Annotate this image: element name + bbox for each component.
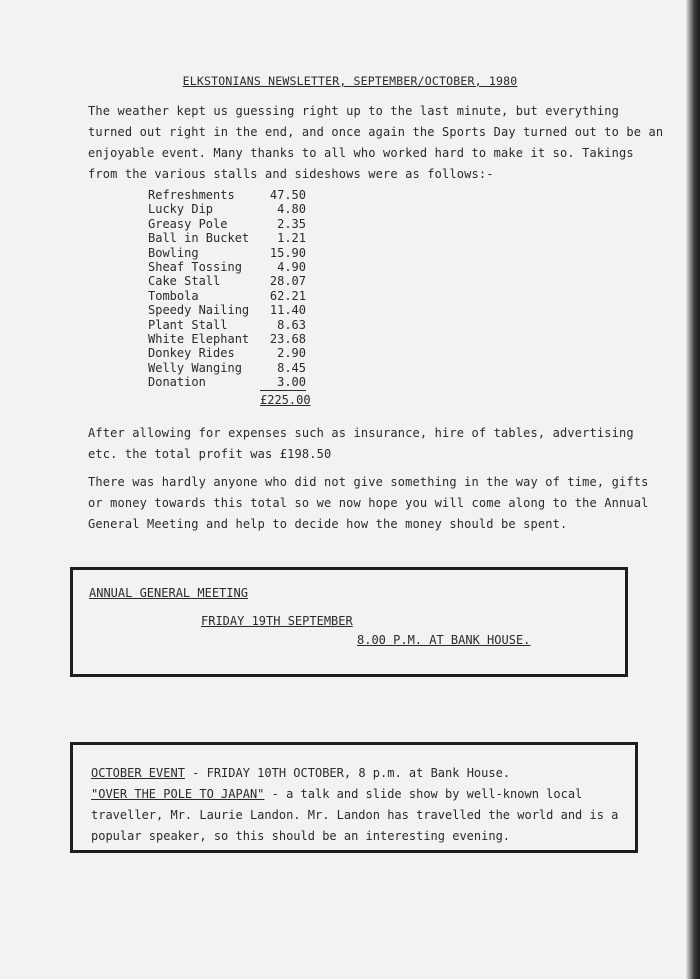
takings-item-amount: 23.68 bbox=[269, 332, 306, 347]
takings-item-name: Plant Stall bbox=[148, 317, 228, 332]
october-event-heading: OCTOBER EVENT bbox=[91, 766, 185, 780]
takings-item-name: Sheaf Tossing bbox=[148, 260, 242, 275]
october-event-box bbox=[70, 742, 638, 853]
takings-item-name: Donation bbox=[148, 375, 206, 390]
october-talk-title: "OVER THE POLE TO JAPAN" bbox=[91, 787, 265, 801]
takings-total: £225.00 bbox=[260, 392, 311, 407]
october-event-line bbox=[91, 763, 626, 784]
takings-row bbox=[148, 274, 308, 288]
takings-item-name: Welly Wanging bbox=[148, 360, 242, 375]
takings-item-amount: 2.35 bbox=[277, 216, 306, 231]
takings-item-amount: 15.90 bbox=[269, 245, 306, 260]
takings-item-amount: 8.63 bbox=[277, 317, 306, 332]
takings-item-amount: 8.45 bbox=[277, 360, 306, 375]
agm-date: FRIDAY 19TH SEPTEMBER bbox=[201, 614, 353, 628]
newsletter-title-text: ELKSTONIANS NEWSLETTER, SEPTEMBER/OCTOBER, 1980 bbox=[182, 74, 518, 88]
takings-row bbox=[148, 346, 308, 360]
takings-item-amount: 1.21 bbox=[277, 231, 306, 246]
takings-item-name: Tombola bbox=[148, 288, 199, 303]
takings-item-amount: 28.07 bbox=[269, 274, 306, 289]
intro-paragraph: The weather kept us guessing right up to the last minute, but everything turned out right in the end, and once again the Sports Day turned out to be an enjoyable event. Many thanks to all who worked hard to make it so. Takings from the various stalls and sideshows were as follows:- bbox=[88, 104, 664, 181]
agm-heading: ANNUAL GENERAL MEETING bbox=[89, 586, 248, 600]
takings-item-amount: 3.00 bbox=[260, 375, 306, 390]
takings-total-spacer bbox=[148, 393, 260, 407]
takings-row bbox=[148, 217, 308, 231]
agm-time: 8.00 P.M. AT BANK HOUSE. bbox=[357, 633, 531, 647]
takings-item-name: Donkey Rides bbox=[148, 346, 235, 361]
takings-item-amount: 4.90 bbox=[277, 260, 306, 275]
newsletter-title bbox=[0, 74, 700, 88]
takings-row bbox=[148, 260, 308, 274]
takings-row bbox=[148, 202, 308, 216]
takings-item-name: Ball in Bucket bbox=[148, 231, 250, 246]
takings-row bbox=[148, 332, 308, 346]
takings-row bbox=[148, 231, 308, 245]
takings-item-amount: 62.21 bbox=[269, 288, 306, 303]
takings-row bbox=[148, 246, 308, 260]
page-edge-shadow bbox=[686, 0, 700, 979]
october-talk-description: - a talk and slide show by well-known local traveller, Mr. Laurie Landon. Mr. Landon has travelled the world and is a popular speaker, so this should be an interesting evening. bbox=[91, 787, 619, 843]
appeal-paragraph: There was hardly anyone who did not give something in the way of time, gifts or money towards this total so we now hope you will come along to the Annual General Meeting and help to decide how the money should be spent. bbox=[88, 475, 649, 531]
agm-box bbox=[70, 567, 628, 677]
takings-row bbox=[148, 318, 308, 332]
takings-item-name: Cake Stall bbox=[148, 274, 221, 289]
october-event-when: FRIDAY 10TH OCTOBER, 8 p.m. at Bank House. bbox=[206, 766, 511, 780]
takings-item-amount: 4.80 bbox=[277, 202, 306, 217]
october-event-text bbox=[91, 763, 626, 847]
october-event-dash: - bbox=[184, 766, 207, 780]
takings-item-name: Greasy Pole bbox=[148, 216, 228, 231]
takings-row bbox=[148, 289, 308, 303]
takings-item-name: Bowling bbox=[148, 245, 199, 260]
expenses-paragraph: After allowing for expenses such as insurance, hire of tables, advertising etc. the total profit was £198.50 bbox=[88, 426, 634, 461]
takings-total-row bbox=[148, 392, 311, 407]
takings-row bbox=[148, 303, 308, 317]
takings-item-name: Lucky Dip bbox=[148, 202, 214, 217]
takings-item-amount: 47.50 bbox=[269, 188, 306, 202]
takings-item-amount: 11.40 bbox=[269, 303, 306, 318]
takings-list bbox=[148, 188, 311, 407]
takings-item-name: Refreshments bbox=[148, 188, 235, 202]
october-talk-line bbox=[91, 784, 626, 847]
takings-row bbox=[148, 361, 308, 375]
takings-item-name: White Elephant bbox=[148, 332, 250, 347]
takings-item-name: Speedy Nailing bbox=[148, 303, 250, 318]
takings-row bbox=[148, 375, 308, 390]
takings-row bbox=[148, 188, 308, 202]
takings-item-amount: 2.90 bbox=[277, 346, 306, 361]
